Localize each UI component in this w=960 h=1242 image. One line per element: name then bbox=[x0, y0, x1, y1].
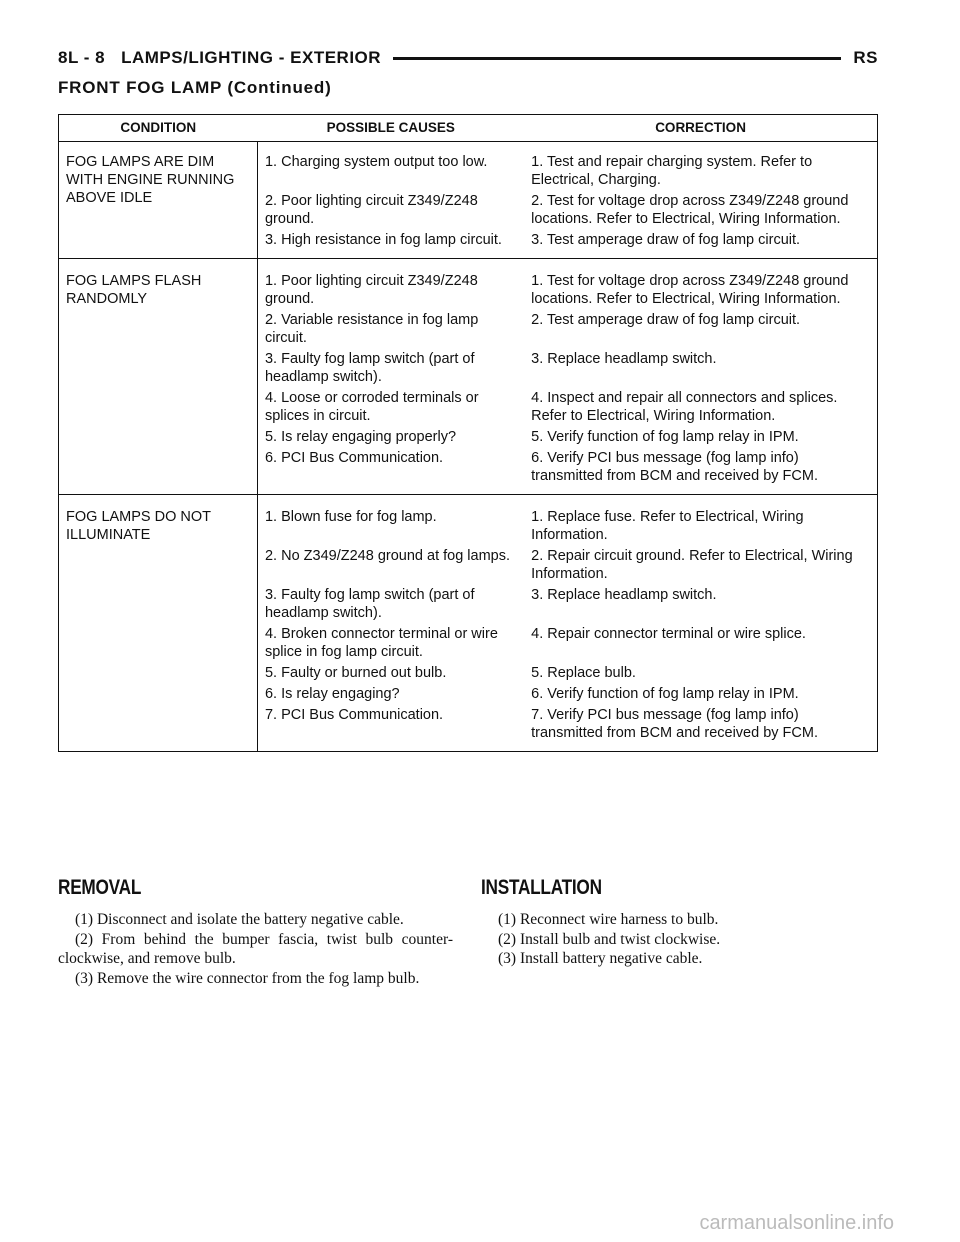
removal-step: (3) Remove the wire connector from the fog lamp bulb. bbox=[75, 969, 420, 987]
column-header-possible-causes: POSSIBLE CAUSES bbox=[257, 115, 524, 142]
possible-cause-cell: 2. Poor lighting circuit Z349/Z248 ground. bbox=[264, 193, 478, 227]
possible-cause-cell: 3. Faulty fog lamp switch (part of headlamp switch). bbox=[264, 587, 475, 621]
header-rule bbox=[393, 57, 841, 60]
possible-cause-cell: 5. Faulty or burned out bulb. bbox=[264, 665, 447, 681]
possible-cause-cell: 1. Charging system output too low. bbox=[257, 142, 524, 190]
column-header-correction: CORRECTION bbox=[524, 115, 877, 142]
correction-cell: 1. Test for voltage drop across Z349/Z248 ground locations. Refer to Electrical, Wiring Information. bbox=[524, 259, 877, 309]
table-row bbox=[59, 259, 878, 309]
possible-cause-cell: 3. Faulty fog lamp switch (part of headlamp switch). bbox=[264, 351, 475, 385]
page-header bbox=[58, 44, 878, 72]
correction-cell: 2. Test for voltage drop across Z349/Z248 ground locations. Refer to Electrical, Wiring Information. bbox=[531, 193, 849, 227]
diagnosis-table bbox=[58, 114, 878, 752]
table-row bbox=[59, 495, 878, 545]
correction-cell: 1. Replace fuse. Refer to Electrical, Wiring Information. bbox=[524, 495, 877, 545]
condition-cell: FOG LAMPS ARE DIM WITH ENGINE RUNNING ABOVE IDLE bbox=[59, 142, 258, 259]
correction-cell: 4. Repair connector terminal or wire splice. bbox=[531, 626, 806, 642]
possible-cause-cell: 2. Variable resistance in fog lamp circuit. bbox=[264, 312, 479, 346]
possible-cause-cell: 5. Is relay engaging properly? bbox=[264, 429, 457, 445]
possible-cause-cell: 4. Broken connector terminal or wire splice in fog lamp circuit. bbox=[264, 626, 498, 660]
removal-heading: REMOVAL bbox=[58, 876, 142, 899]
correction-cell: 3. Replace headlamp switch. bbox=[531, 351, 717, 367]
possible-cause-cell: 7. PCI Bus Communication. bbox=[264, 707, 444, 723]
correction-cell: 3. Test amperage draw of fog lamp circuit. bbox=[531, 232, 801, 248]
possible-cause-cell: 1. Poor lighting circuit Z349/Z248 ground. bbox=[257, 259, 524, 309]
model-code: RS bbox=[853, 48, 878, 67]
correction-cell: 6. Verify function of fog lamp relay in IPM. bbox=[531, 686, 799, 702]
table-body bbox=[59, 142, 878, 752]
watermark-link[interactable]: carmanualsonline.info bbox=[699, 1212, 894, 1234]
subheading: FRONT FOG LAMP (Continued) bbox=[58, 78, 332, 97]
correction-cell: 1. Test and repair charging system. Refer to Electrical, Charging. bbox=[524, 142, 877, 190]
table-row bbox=[59, 142, 878, 190]
correction-cell: 6. Verify PCI bus message (fog lamp info) transmitted from BCM and received by FCM. bbox=[531, 450, 818, 484]
condition-cell: FOG LAMPS FLASH RANDOMLY bbox=[59, 259, 258, 495]
removal-step: (2) From behind the bumper fascia, twist bulb counter-clockwise, and remove bulb. bbox=[58, 930, 453, 967]
correction-cell: 3. Replace headlamp switch. bbox=[531, 587, 717, 603]
correction-cell: 5. Replace bulb. bbox=[531, 665, 636, 681]
page-number: 8L - 8 bbox=[58, 48, 106, 67]
installation-step: (3) Install battery negative cable. bbox=[498, 950, 703, 967]
section-title: LAMPS/LIGHTING - EXTERIOR bbox=[121, 48, 382, 67]
table-header-row bbox=[59, 115, 878, 142]
removal-step: (1) Disconnect and isolate the battery negative cable. bbox=[75, 911, 404, 928]
condition-cell: FOG LAMPS DO NOT ILLUMINATE bbox=[59, 495, 258, 752]
possible-cause-cell: 1. Blown fuse for fog lamp. bbox=[257, 495, 524, 545]
correction-cell: 2. Test amperage draw of fog lamp circuit. bbox=[531, 312, 801, 328]
possible-cause-cell: 3. High resistance in fog lamp circuit. bbox=[264, 232, 502, 248]
installation-step: (2) Install bulb and twist clockwise. bbox=[498, 930, 721, 948]
correction-cell: 7. Verify PCI bus message (fog lamp info) transmitted from BCM and received by FCM. bbox=[531, 707, 818, 741]
column-header-condition: CONDITION bbox=[59, 115, 258, 142]
installation-heading: INSTALLATION bbox=[481, 876, 602, 899]
correction-cell: 4. Inspect and repair all connectors and splices. Refer to Electrical, Wiring Information. bbox=[531, 390, 838, 424]
correction-cell: 5. Verify function of fog lamp relay in IPM. bbox=[531, 429, 799, 445]
possible-cause-cell: 6. PCI Bus Communication. bbox=[264, 450, 444, 466]
possible-cause-cell: 6. Is relay engaging? bbox=[264, 686, 400, 702]
installation-section bbox=[481, 876, 876, 969]
installation-step: (1) Reconnect wire harness to bulb. bbox=[498, 911, 719, 928]
possible-cause-cell: 2. No Z349/Z248 ground at fog lamps. bbox=[264, 548, 511, 564]
possible-cause-cell: 4. Loose or corroded terminals or splices in circuit. bbox=[264, 390, 479, 424]
removal-section bbox=[58, 876, 453, 988]
correction-cell: 2. Repair circuit ground. Refer to Electrical, Wiring Information. bbox=[531, 548, 853, 582]
